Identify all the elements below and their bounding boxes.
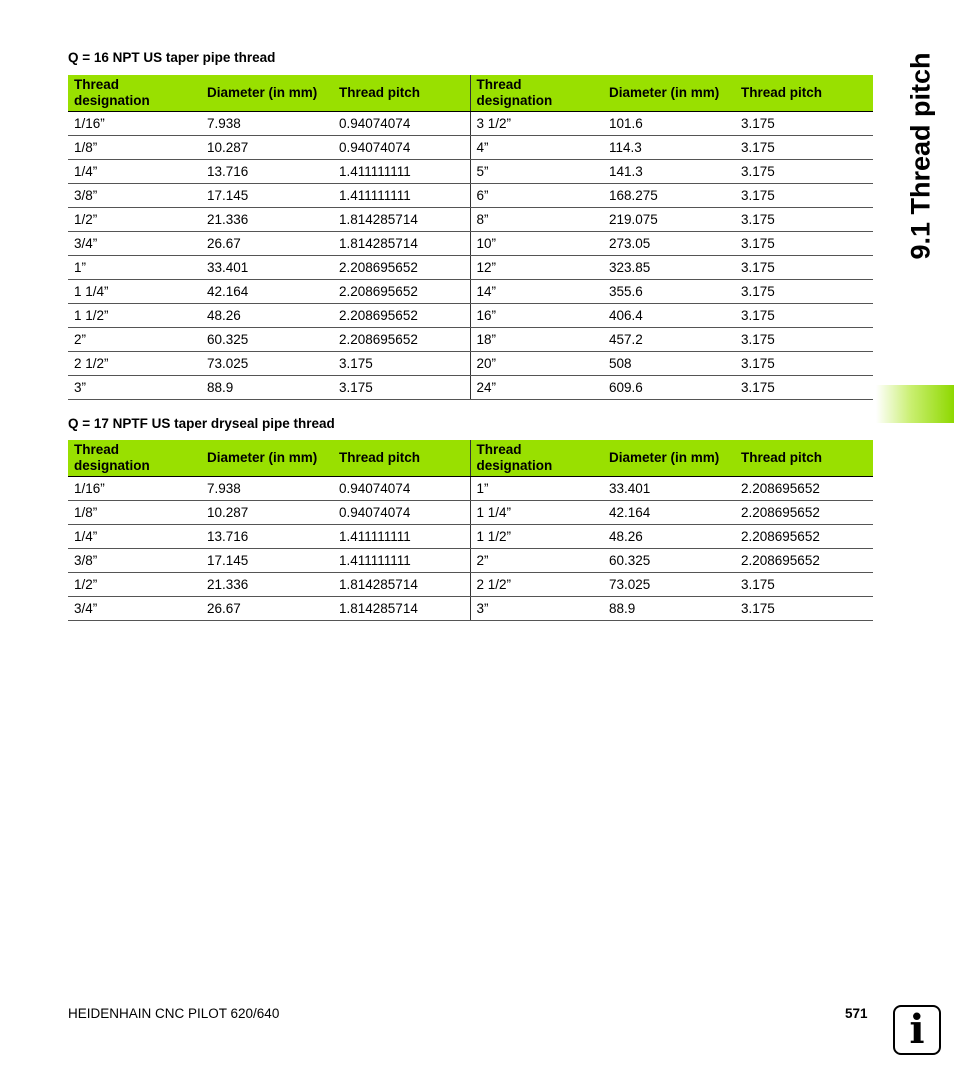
table-row xyxy=(68,304,873,328)
table-cell: 0.94074074 xyxy=(333,477,470,501)
table-cell: 141.3 xyxy=(603,160,735,184)
chapter-tab-marker xyxy=(876,385,954,423)
table-cell: 2.208695652 xyxy=(333,280,470,304)
table-cell: 2.208695652 xyxy=(333,304,470,328)
table-cell: 1 1/4” xyxy=(470,501,603,525)
table-cell: 3.175 xyxy=(735,208,873,232)
table-cell: 2.208695652 xyxy=(735,501,873,525)
table-cell: 3.175 xyxy=(333,376,470,400)
table-row xyxy=(68,256,873,280)
page-number: 571 xyxy=(845,1006,868,1021)
table-cell: 1 1/2” xyxy=(470,525,603,549)
table-cell: 1/4” xyxy=(68,160,201,184)
table-cell: 1 1/2” xyxy=(68,304,201,328)
table-cell: 26.67 xyxy=(201,232,333,256)
table-cell: 609.6 xyxy=(603,376,735,400)
table-cell: 60.325 xyxy=(603,549,735,573)
table-cell: 3/4” xyxy=(68,597,201,621)
info-icon xyxy=(893,1005,941,1055)
table-cell: 2.208695652 xyxy=(735,525,873,549)
table-cell: 5” xyxy=(470,160,603,184)
table-cell: 20” xyxy=(470,352,603,376)
table-cell: 7.938 xyxy=(201,477,333,501)
table-cell: 14” xyxy=(470,280,603,304)
table-cell: 273.05 xyxy=(603,232,735,256)
table-cell: 2.208695652 xyxy=(735,477,873,501)
table-cell: 1” xyxy=(470,477,603,501)
table-cell: 1 1/4” xyxy=(68,280,201,304)
table-row xyxy=(68,376,873,400)
table-row xyxy=(68,328,873,352)
table-cell: 3.175 xyxy=(333,352,470,376)
table-cell: 1/16” xyxy=(68,477,201,501)
table-cell: 3” xyxy=(68,376,201,400)
table-cell: 3.175 xyxy=(735,328,873,352)
table-cell: 0.94074074 xyxy=(333,136,470,160)
table-cell: 3.175 xyxy=(735,352,873,376)
table-cell: 17.145 xyxy=(201,184,333,208)
table-cell: 508 xyxy=(603,352,735,376)
table-cell: 1.411111111 xyxy=(333,184,470,208)
table-row xyxy=(68,525,873,549)
table-cell: 2 1/2” xyxy=(470,573,603,597)
table-cell: 1.814285714 xyxy=(333,208,470,232)
table-cell: 42.164 xyxy=(201,280,333,304)
table-cell: 73.025 xyxy=(201,352,333,376)
column-header: Diameter (in mm) xyxy=(603,75,735,112)
table-cell: 3.175 xyxy=(735,597,873,621)
table-cell: 3.175 xyxy=(735,376,873,400)
table-cell: 3.175 xyxy=(735,184,873,208)
table-cell: 26.67 xyxy=(201,597,333,621)
table-cell: 3/4” xyxy=(68,232,201,256)
table-cell: 3.175 xyxy=(735,112,873,136)
table-cell: 1/8” xyxy=(68,501,201,525)
table-cell: 2” xyxy=(68,328,201,352)
section-title-npt: Q = 16 NPT US taper pipe thread xyxy=(68,50,276,65)
table-cell: 219.075 xyxy=(603,208,735,232)
table-cell: 355.6 xyxy=(603,280,735,304)
table-row xyxy=(68,501,873,525)
table-cell: 2.208695652 xyxy=(735,549,873,573)
table-cell: 10.287 xyxy=(201,501,333,525)
table-cell: 3.175 xyxy=(735,280,873,304)
table-row xyxy=(68,232,873,256)
table-cell: 1/16” xyxy=(68,112,201,136)
table-cell: 1.411111111 xyxy=(333,160,470,184)
table-cell: 3.175 xyxy=(735,573,873,597)
table-cell: 12” xyxy=(470,256,603,280)
table-cell: 10.287 xyxy=(201,136,333,160)
table-cell: 1.411111111 xyxy=(333,549,470,573)
table-cell: 21.336 xyxy=(201,208,333,232)
table-cell: 1/4” xyxy=(68,525,201,549)
table-cell: 323.85 xyxy=(603,256,735,280)
table-row xyxy=(68,184,873,208)
table-cell: 406.4 xyxy=(603,304,735,328)
table-cell: 18” xyxy=(470,328,603,352)
column-header: Thread designation xyxy=(68,75,201,112)
table-row xyxy=(68,573,873,597)
column-header: Thread pitch xyxy=(333,440,470,477)
column-header: Diameter (in mm) xyxy=(603,440,735,477)
table-row xyxy=(68,136,873,160)
table-cell: 3.175 xyxy=(735,136,873,160)
column-header: Diameter (in mm) xyxy=(201,440,333,477)
table-cell: 1.814285714 xyxy=(333,232,470,256)
table-cell: 17.145 xyxy=(201,549,333,573)
table-cell: 3.175 xyxy=(735,232,873,256)
info-icon-glyph: i xyxy=(909,1006,925,1053)
table-cell: 88.9 xyxy=(603,597,735,621)
table-row xyxy=(68,280,873,304)
table-cell: 21.336 xyxy=(201,573,333,597)
table-cell: 1.411111111 xyxy=(333,525,470,549)
table-cell: 2.208695652 xyxy=(333,328,470,352)
table-cell: 33.401 xyxy=(603,477,735,501)
table-cell: 1/2” xyxy=(68,573,201,597)
table-cell: 2” xyxy=(470,549,603,573)
table-cell: 3.175 xyxy=(735,160,873,184)
table-cell: 0.94074074 xyxy=(333,501,470,525)
table-cell: 4” xyxy=(470,136,603,160)
table-row xyxy=(68,112,873,136)
table-cell: 0.94074074 xyxy=(333,112,470,136)
section-title-nptf: Q = 17 NPTF US taper dryseal pipe thread xyxy=(68,416,335,431)
table-cell: 457.2 xyxy=(603,328,735,352)
column-header: Thread designation xyxy=(68,440,201,477)
column-header: Thread designation xyxy=(470,75,603,112)
table-cell: 1/2” xyxy=(68,208,201,232)
footer-product-name: HEIDENHAIN CNC PILOT 620/640 xyxy=(68,1006,280,1021)
column-header: Diameter (in mm) xyxy=(201,75,333,112)
table-cell: 3 1/2” xyxy=(470,112,603,136)
table-cell: 1.814285714 xyxy=(333,597,470,621)
table-header-row xyxy=(68,75,873,112)
table-cell: 6” xyxy=(470,184,603,208)
table-cell: 101.6 xyxy=(603,112,735,136)
table-cell: 42.164 xyxy=(603,501,735,525)
table-cell: 60.325 xyxy=(201,328,333,352)
nptf-thread-table xyxy=(68,440,873,621)
table-cell: 3.175 xyxy=(735,256,873,280)
table-row xyxy=(68,477,873,501)
npt-thread-table xyxy=(68,75,873,400)
table-cell: 24” xyxy=(470,376,603,400)
table-cell: 1” xyxy=(68,256,201,280)
table-cell: 10” xyxy=(470,232,603,256)
table-cell: 8” xyxy=(470,208,603,232)
table-cell: 33.401 xyxy=(201,256,333,280)
table-cell: 48.26 xyxy=(603,525,735,549)
table-cell: 3.175 xyxy=(735,304,873,328)
table-cell: 3” xyxy=(470,597,603,621)
side-chapter-title xyxy=(896,52,946,260)
side-chapter-title-text: 9.1 Thread pitch xyxy=(905,52,936,260)
table-cell: 73.025 xyxy=(603,573,735,597)
table-row xyxy=(68,597,873,621)
table-cell: 2 1/2” xyxy=(68,352,201,376)
table-cell: 2.208695652 xyxy=(333,256,470,280)
table-cell: 7.938 xyxy=(201,112,333,136)
table-cell: 13.716 xyxy=(201,160,333,184)
column-header: Thread designation xyxy=(470,440,603,477)
table-cell: 13.716 xyxy=(201,525,333,549)
table-cell: 114.3 xyxy=(603,136,735,160)
table-row xyxy=(68,549,873,573)
table-cell: 1.814285714 xyxy=(333,573,470,597)
table-cell: 1/8” xyxy=(68,136,201,160)
table-cell: 3/8” xyxy=(68,184,201,208)
table-cell: 48.26 xyxy=(201,304,333,328)
table-row xyxy=(68,352,873,376)
column-header: Thread pitch xyxy=(735,440,873,477)
column-header: Thread pitch xyxy=(735,75,873,112)
table-header-row xyxy=(68,440,873,477)
table-cell: 3/8” xyxy=(68,549,201,573)
column-header: Thread pitch xyxy=(333,75,470,112)
table-row xyxy=(68,208,873,232)
table-row xyxy=(68,160,873,184)
table-cell: 88.9 xyxy=(201,376,333,400)
table-cell: 16” xyxy=(470,304,603,328)
table-cell: 168.275 xyxy=(603,184,735,208)
